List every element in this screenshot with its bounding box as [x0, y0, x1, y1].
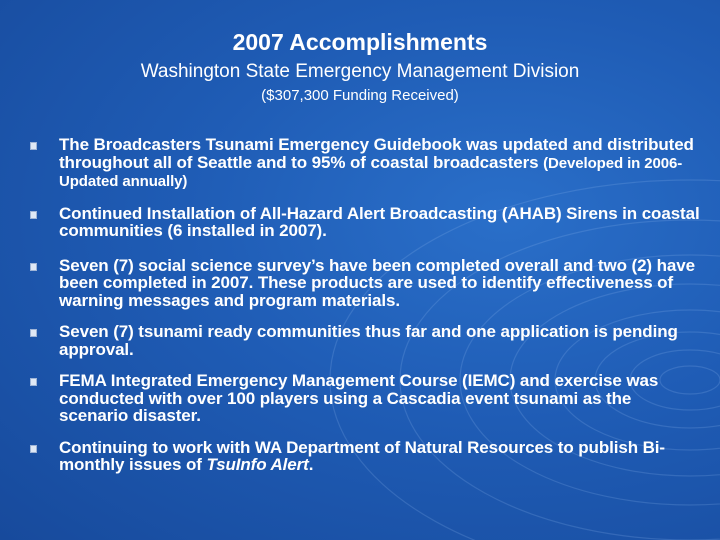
list-item: [28, 205, 700, 240]
square-bullet-icon: [30, 142, 37, 150]
slide-subtitle: Washington State Emergency Management Division: [140, 61, 580, 82]
list-item: [28, 136, 700, 191]
square-bullet-icon: [30, 211, 37, 219]
item-text: Seven (7) social science survey’s have been completed overall and two (2) have been completed in 2007. These products are used to identify effectiveness of warning messages and program materials.: [59, 255, 695, 310]
item-note: (Developed in 2006- Updated annually): [59, 154, 683, 190]
square-bullet-icon: [30, 329, 37, 337]
accomplishment-list: [28, 136, 700, 474]
list-item: [28, 257, 700, 310]
list-item: [28, 439, 700, 474]
item-text: The Broadcasters Tsunami Emergency Guidebook was updated and distributed throughout all of Seattle and to 95% of coastal broadcasters: [59, 135, 694, 172]
list-item: [28, 372, 700, 425]
publication-title: TsuInfo Alert: [206, 455, 309, 474]
funding-note: ($307,300 Funding Received): [261, 87, 459, 104]
item-text: Continuing to work with WA Department of Natural Resources to publish Bi-monthly issues of: [59, 437, 665, 474]
square-bullet-icon: [30, 378, 37, 386]
list-item: [28, 323, 700, 358]
slide-title: 2007 Accomplishments: [232, 29, 488, 55]
item-text: FEMA Integrated Emergency Management Course (IEMC) and exercise was conducted with over 100 players using a Cascadia event tsunami as the scenario disaster.: [59, 371, 659, 425]
item-text: Seven (7) tsunami ready communities thus far and one application is pending approval.: [59, 322, 678, 359]
square-bullet-icon: [30, 445, 37, 453]
item-text-end: .: [308, 455, 314, 474]
item-text: Continued Installation of All-Hazard Alert Broadcasting (AHAB) Sirens in coastal communities (6 installed in 2007).: [59, 203, 700, 240]
square-bullet-icon: [30, 263, 37, 271]
